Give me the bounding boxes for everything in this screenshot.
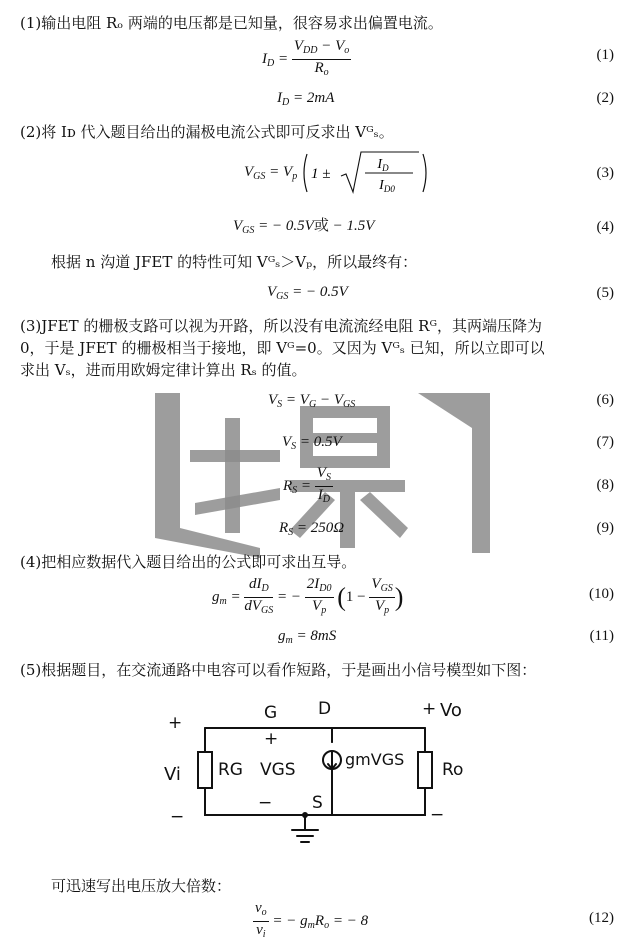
paragraph-2: (2)将 Iᴅ 代入题目给出的漏极电流公式即可反求出 Vᴳₛ。	[20, 123, 394, 141]
minus-gate: −	[258, 793, 273, 813]
paragraph-4a: (3)JFET 的栅极支路可以视为开路，所以没有电流流经电阻 Rᴳ，其两端压降为	[20, 317, 543, 335]
paragraph-5: (4)把相应数据代入题目给出的公式即可求出互导。	[20, 553, 357, 571]
label-vgs: VGS	[260, 760, 296, 780]
equation-8: $R_S$ = $\frac{V_S}{I_D}$	[283, 465, 331, 505]
equation-10: $g_m$ = $\frac{dI_D}{dV_{GS}}$ = − $\frac{2I_{D0}}{V_p}$ (1 − $\frac{V_{GS}}{V_p}$ )	[212, 576, 404, 616]
eq-number-1: (1)	[596, 47, 614, 63]
equation-5: $V_{GS}$ = − 0.5V	[267, 284, 348, 302]
paragraph-4c: 求出 Vₛ，进而用欧姆定律计算出 Rₛ 的值。	[20, 361, 307, 379]
minus-left: −	[170, 807, 185, 827]
equation-3: $V_{GS} = V_p$ 1 ± $I_D$ $I_{D0}$	[244, 150, 433, 196]
eq-number-8: (8)	[596, 477, 614, 493]
eq-number-2: (2)	[596, 90, 614, 106]
label-S: S	[312, 793, 323, 813]
equation-12: $\frac{v_o}{v_i}$ = − $g_mR_o$ = − 8	[255, 900, 369, 940]
minus-right: −	[430, 805, 445, 825]
eq-number-7: (7)	[596, 434, 614, 450]
plus-gate: +	[264, 729, 279, 749]
label-D: D	[318, 699, 332, 719]
equation-11: $g_m = 8mS$	[278, 628, 337, 646]
eq-number-3: (3)	[596, 165, 614, 181]
eq-number-4: (4)	[596, 219, 614, 235]
label-rg: RG	[218, 760, 243, 780]
equation-6: $V_S = V_G - V_{GS}$	[268, 392, 356, 410]
small-signal-circuit	[160, 690, 490, 865]
equation-4: $V_{GS}$ = − 0.5V或 − 1.5V	[233, 216, 375, 236]
paragraph-4b: 0，于是 JFET 的栅极相当于接地，即 Vᴳ=0。又因为 Vᴳₛ 已知，所以立即可以	[20, 339, 545, 357]
eq-number-5: (5)	[596, 285, 614, 301]
label-gmvgs: gmVGS	[345, 750, 405, 769]
equation-9: $R_S = 250\Omega$	[279, 520, 345, 538]
label-vo: Vo	[440, 700, 462, 721]
paragraph-3: 根据 n 沟道 JFET 的特性可知 Vᴳₛ＞Vₚ，所以最终有：	[51, 253, 418, 271]
plus-vo: +	[422, 699, 437, 719]
label-ro: Ro	[442, 760, 464, 780]
label-vi: Vi	[164, 764, 181, 785]
eq-number-12: (12)	[589, 910, 614, 926]
equation-2: $I_D = 2mA$	[277, 90, 335, 108]
paragraph-6: (5)根据题目，在交流通路中电容可以看作短路，于是画出小信号模型如下图：	[20, 661, 537, 679]
eq-number-9: (9)	[596, 520, 614, 536]
paragraph-1: (1)输出电阻 Rₒ 两端的电压都是已知量，很容易求出偏置电流。	[20, 14, 443, 32]
equation-7: $V_S = 0.5V$	[282, 434, 342, 452]
eq-number-11: (11)	[589, 628, 614, 644]
equation-1: $I_D$ = $\frac{V_{DD} - V_o}{R_o}$	[262, 38, 350, 78]
paragraph-7: 可迅速写出电压放大倍数：	[51, 877, 232, 895]
label-G: G	[264, 703, 278, 723]
svg-text:ID: $I_D$	[377, 157, 389, 173]
svg-text:ID0: $I_{D0}$	[379, 178, 395, 194]
eq-number-10: (10)	[589, 586, 614, 602]
svg-text:1 ±: 1 ±	[310, 166, 331, 182]
plus-left: +	[168, 713, 183, 733]
eq-number-6: (6)	[596, 392, 614, 408]
